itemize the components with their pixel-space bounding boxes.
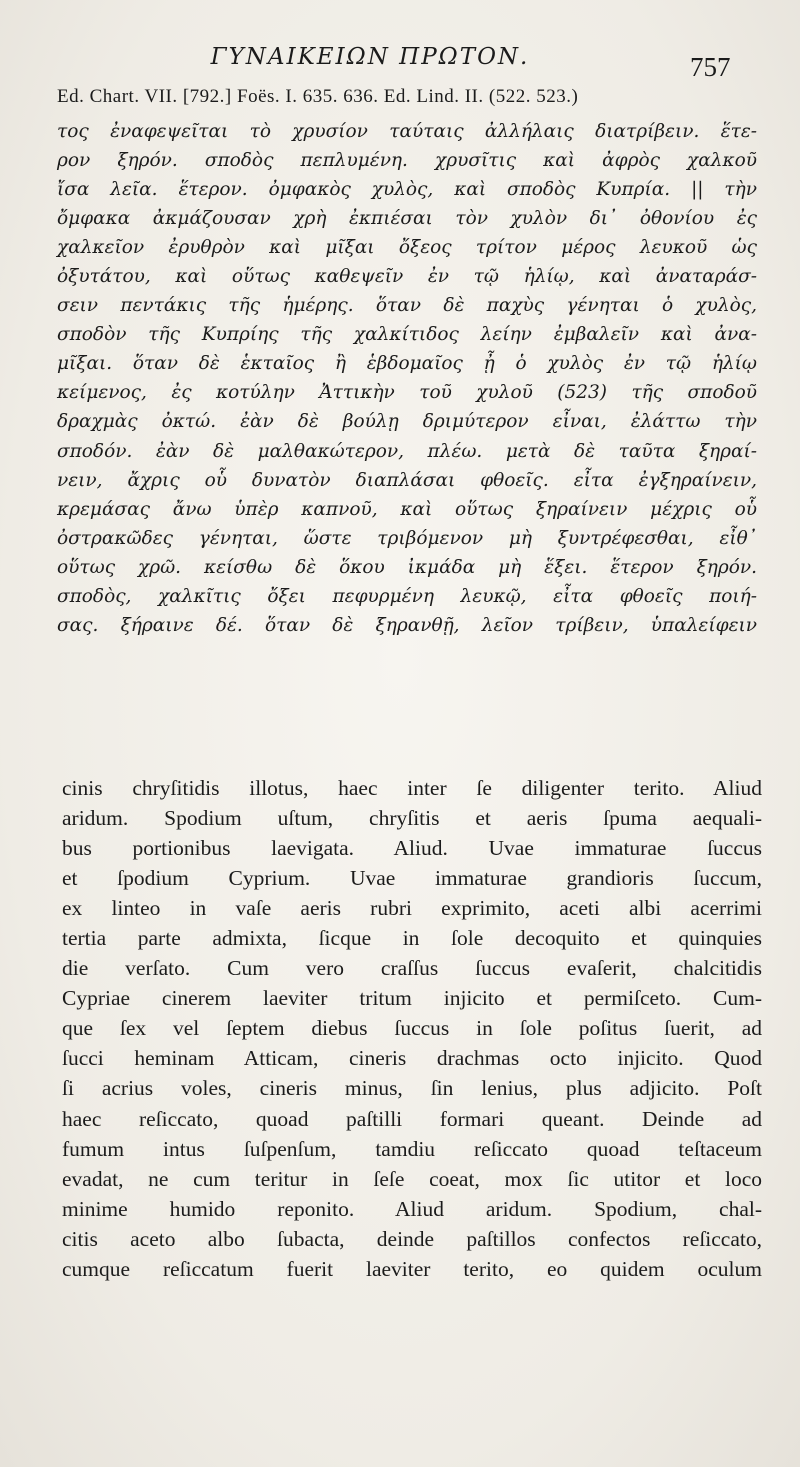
greek-line: δραχμὰς ὀκτώ. ἐὰν δὲ βούλῃ δριμύτερον εἶναι, ἐλάττω τὴν (57, 411, 757, 433)
greek-line: ὄμφακα ἀκμάζουσαν χρὴ ἐκπιέσαι τὸν χυλὸν δι᾽ ὀθονίου ἐς (57, 208, 757, 230)
latin-line: ex linteo in vaſe aeris rubri exprimito, aceti albi acerrimi (62, 896, 762, 921)
latin-line: tertia parte admixta, ſicque in ſole decoquito et quinquies (62, 926, 762, 951)
page-number: 757 (690, 52, 731, 82)
greek-line: σποδὸν τῆς Κυπρίης τῆς χαλκίτιδος λείην ἐμβαλεῖν καὶ ἀνα- (57, 324, 757, 346)
latin-line: minime humido reponito. Aliud aridum. Spodium, chal- (62, 1196, 762, 1221)
greek-line: σας. ξήραινε δέ. ὅταν δὲ ξηρανθῇ, λεῖον τρίβειν, ὑπαλείφειν (57, 614, 757, 636)
greek-line: ρον ξηρόν. σποδὸς πεπλυμένη. χρυσῖτις καὶ ἀφρὸς χαλκοῦ (57, 150, 757, 172)
latin-line: Cypriae cinerem laeviter tritum injicito et permiſceto. Cum- (62, 986, 762, 1011)
greek-line: χαλκεῖον ἐρυθρὸν καὶ μῖξαι ὄξεος τρίτον μέρος λευκοῦ ὡς (57, 237, 757, 259)
latin-line: cumque reſiccatum fuerit laeviter terito, eo quidem oculum (62, 1256, 762, 1281)
greek-line: τος ἐναφεψεῖται τὸ χρυσίον ταύταις ἀλλήλαις διατρίβειν. ἕτε- (57, 121, 757, 142)
greek-line: οὕτως χρῶ. κείσθω δὲ ὅκου ἰκμάδα μὴ ἕξει. ἕτερον ξηρόν. (57, 556, 757, 578)
greek-line: κρεμάσας ἄνω ὑπὲρ καπνοῦ, καὶ οὕτως ξηραίνειν μέχρις οὗ (57, 498, 757, 520)
greek-line: κείμενος, ἐς κοτύλην Ἀττικὴν τοῦ χυλοῦ (523) τῆς σποδοῦ (57, 382, 757, 404)
latin-text-block (62, 773, 762, 1284)
latin-line: que ſex vel ſeptem diebus ſuccus in ſole poſitus ſuerit, ad (62, 1016, 762, 1041)
latin-line: fumum intus ſuſpenſum, tamdiu reſiccato quoad teſtaceum (62, 1136, 762, 1161)
greek-line: ὀστρακῶδες γένηται, ὥστε τριβόμενον μὴ ξυντρέφεσθαι, εἶθ᾽ (57, 527, 757, 549)
greek-line: σποδόν. ἐὰν δὲ μαλθακώτερον, πλέω. μετὰ δὲ ταῦτα ξηραί- (57, 440, 757, 462)
latin-line: bus portionibus laevigata. Aliud. Uvae immaturae ſuccus (62, 836, 762, 861)
latin-line: die verſato. Cum vero craſſus ſuccus evaſerit, chalcitidis (62, 956, 762, 981)
running-title: ΓΥΝΑΙΚΕΙΩΝ ΠΡΩΤΟΝ. (210, 44, 530, 70)
latin-line: ſi acrius voles, cineris minus, ſin lenius, plus adjicito. Poſt (62, 1076, 762, 1101)
greek-line: σειν πεντάκις τῆς ἡμέρης. ὅταν δὲ παχὺς γένηται ὁ χυλὸς, (57, 295, 757, 317)
latin-line: evadat, ne cum teritur in ſeſe coeat, mox ſic utitor et loco (62, 1166, 762, 1191)
latin-line: ſucci heminam Atticam, cineris drachmas octo injicito. Quod (62, 1046, 762, 1071)
greek-line: ὀξυτάτου, καὶ οὕτως καθεψεῖν ἐν τῷ ἡλίῳ, καὶ ἀναταράσ- (57, 266, 757, 288)
latin-line: cinis chryſitidis illotus, haec inter ſe diligenter terito. Aliud (62, 776, 762, 800)
greek-text-block (57, 117, 757, 640)
running-head (0, 40, 800, 80)
latin-line: citis aceto albo ſubacta, deinde paſtillos confectos reſiccato, (62, 1226, 762, 1251)
latin-line: haec reſiccato, quoad paſtilli formari queant. Deinde ad (62, 1106, 762, 1131)
edition-reference-line: Ed. Chart. VII. [792.] Foës. I. 635. 636. Ed. Lind. II. (522. 523.) (57, 86, 579, 107)
greek-line: νειν, ἄχρις οὗ δυνατὸν διαπλάσαι φθοεῖς. εἶτα ἐγξηραίνειν, (57, 469, 757, 491)
latin-line: aridum. Spodium uſtum, chryſitis et aeris ſpuma aequali- (62, 806, 762, 831)
greek-line: ἴσα λεῖα. ἕτερον. ὀμφακὸς χυλὸς, καὶ σποδὸς Κυπρία. || τὴν (57, 179, 757, 201)
latin-line: et ſpodium Cyprium. Uvae immaturae grandioris ſuccum, (62, 866, 762, 891)
greek-line: μῖξαι. ὅταν δὲ ἑκταῖος ἢ ἑβδομαῖος ᾖ ὁ χυλὸς ἐν τῷ ἡλίῳ (57, 353, 757, 375)
greek-line: σποδὸς, χαλκῖτις ὄξει πεφυρμένη λευκῷ, εἶτα φθοεῖς ποιή- (57, 585, 757, 607)
